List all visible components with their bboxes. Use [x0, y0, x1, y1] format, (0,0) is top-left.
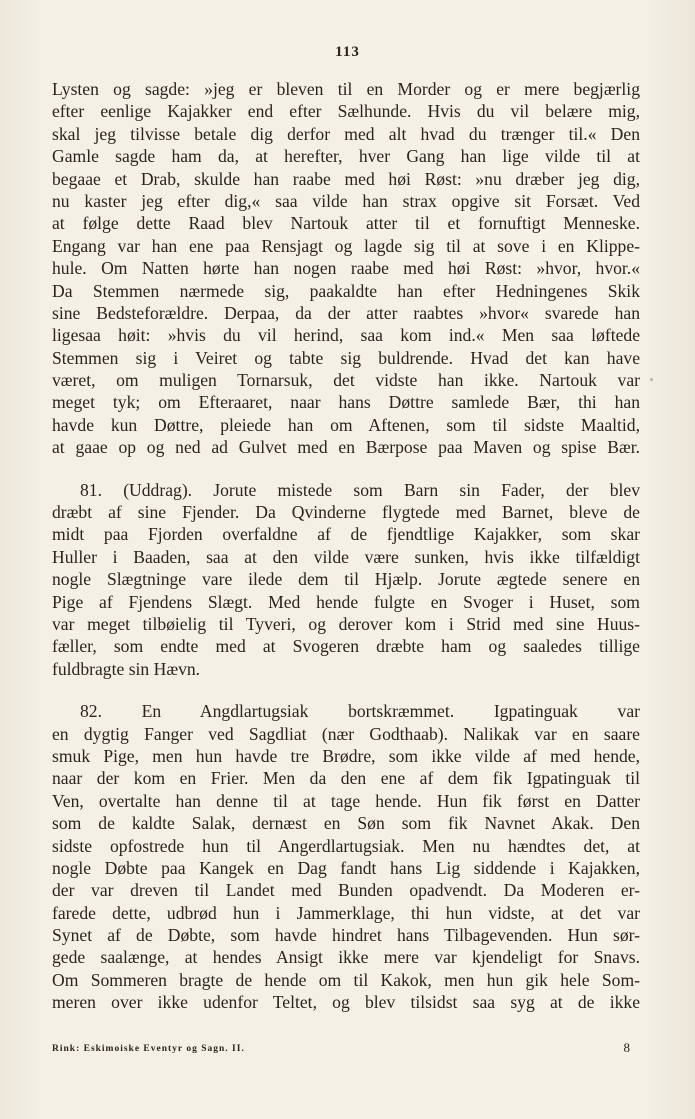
text-line: Gamle sagde ham da, at herefter, hver Gang han lige vilde til at [52, 146, 640, 167]
text-line: Pige af Fjendens Slægt. Med hende fulgte en Svoger i Huset, som [52, 591, 640, 612]
text-line: Synet af de Døbte, som havde hindret hans Tilbagevenden. Hun sør- [52, 925, 640, 946]
text-line: været, om muligen Tornarsuk, det vidste han ikke. Nartouk var [52, 370, 640, 391]
text-line: Stemmen sig i Veiret og tabte sig buldrende. Hvad det kan have [52, 347, 640, 368]
text-line: meget tyk; om Efteraaret, naar hans Døttre samlede Bær, thi han [52, 392, 640, 413]
text-line: Engang var han ene paa Rensjagt og lagde sig til at sove i en Klippe- [52, 235, 640, 256]
text-line: at følge dette Raad blev Nartouk atter til et fornuftigt Menneske. [52, 213, 640, 234]
text-line: der var dreven til Landet med Bunden opadvendt. Da Moderen er- [52, 880, 640, 901]
text-line: var meget tilbøielig til Tyveri, og derover kom i Strid med sine Huus- [52, 613, 640, 634]
page-footer [52, 1040, 640, 1060]
text-line: fuldbragte sin Hævn. [52, 658, 201, 679]
text-line: Om Sommeren bragte de hende om til Kakok, men hun gik hele Som- [52, 969, 640, 990]
text-line: ligesaa høit: »hvis du vil herind, saa kom ind.« Men saa løftede [52, 325, 640, 346]
text-line: naar der kom en Frier. Men da den ene af dem fik Igpatinguak til [52, 768, 640, 789]
text-line: Lysten og sagde: »jeg er bleven til en Morder og er mere begjærlig [52, 79, 640, 99]
text-line: efter eenlige Kajakker end efter Sælhunde. Hvis du vil belære mig, [52, 101, 640, 122]
text-line: en dygtig Fanger ved Sagdliat (nær Godthaab). Nalikak var en saare [52, 723, 640, 744]
text-line: Huller i Baaden, saa at den vilde være sunken, hvis ikke tilfældigt [52, 546, 640, 567]
margin-speck [650, 378, 653, 381]
printer-signature: Rink: Eskimoiske Eventyr og Sagn. II. [52, 1044, 245, 1054]
text-line: fæller, som endte med at Svogeren dræbte ham og saaledes tillige [52, 636, 640, 657]
text-line: smuk Pige, men hun havde tre Brødre, som ikke vilde af med hende, [52, 745, 640, 766]
text-line: at gaae op og ned ad Gulvet med en Bærpose paa Maven og spise Bær. [52, 437, 640, 458]
paragraph-spacer [52, 459, 640, 479]
text-line: midt paa Fjorden overfaldne af de fjendtlige Kajakker, som skar [52, 524, 640, 545]
text-line: havde kun Døttre, pleiede han om Aftenen, som til sidste Maaltid, [52, 414, 640, 435]
text-line: 81. (Uddrag). Jorute mistede som Barn sin Fader, der blev [80, 479, 640, 500]
text-line: nu kaster jeg efter dig,« saa vilde han strax opgive sit Forsæt. Ved [52, 190, 640, 211]
paragraph-spacer [52, 680, 640, 700]
text-line: Ven, overtalte han denne til at tage hende. Hun fik først en Datter [52, 790, 640, 811]
text-line: 82. En Angdlartugsiak bortskræmmet. Igpatinguak var [80, 701, 640, 722]
paragraph-82 [52, 700, 640, 1013]
text-line: hule. Om Natten hørte han nogen raabe med høi Røst: »hvor, hvor.« [52, 258, 640, 279]
text-line: Da Stemmen nærmede sig, paakaldte han efter Hedningenes Skik [52, 280, 640, 301]
paragraph-80-continued [52, 78, 640, 459]
sheet-number: 8 [623, 1040, 630, 1055]
text-line: skal jeg tilvisse betale dig derfor med alt hvad du trænger til.« Den [52, 123, 640, 144]
text-line: gede saalænge, at hendes Ansigt ikke mere var kjendeligt for Snavs. [52, 947, 640, 968]
text-line: meren over ikke udenfor Teltet, og blev tilsidst saa syg at de ikke [52, 992, 640, 1013]
text-line: dræbt af sine Fjender. Da Qvinderne flygtede med Barnet, bleve de [52, 502, 640, 523]
text-line: begaae et Drab, skulde han raabe med høi Røst: »nu dræber jeg dig, [52, 168, 640, 189]
paragraph-81 [52, 479, 640, 681]
text-line: nogle Slægtninge vare ilede dem til Hjælp. Jorute ægtede senere en [52, 569, 640, 590]
page-number: 113 [335, 44, 360, 60]
body-text [52, 78, 640, 1014]
text-line: sidste opfostrede hun til Angerdlartugsiak. Men nu hændtes det, at [52, 835, 640, 856]
text-line: som de kaldte Salak, dernæst en Søn som fik Navnet Akak. Den [52, 813, 640, 834]
text-line: nogle Døbte paa Kangek en Dag fandt hans Lig siddende i Kajakken, [52, 857, 640, 878]
text-line: sine Bedsteforældre. Derpaa, da der atter raabtes »hvor« svarede han [52, 302, 640, 323]
text-line: farede dette, udbrød hun i Jammerklage, thi hun vidste, at det var [52, 902, 640, 923]
